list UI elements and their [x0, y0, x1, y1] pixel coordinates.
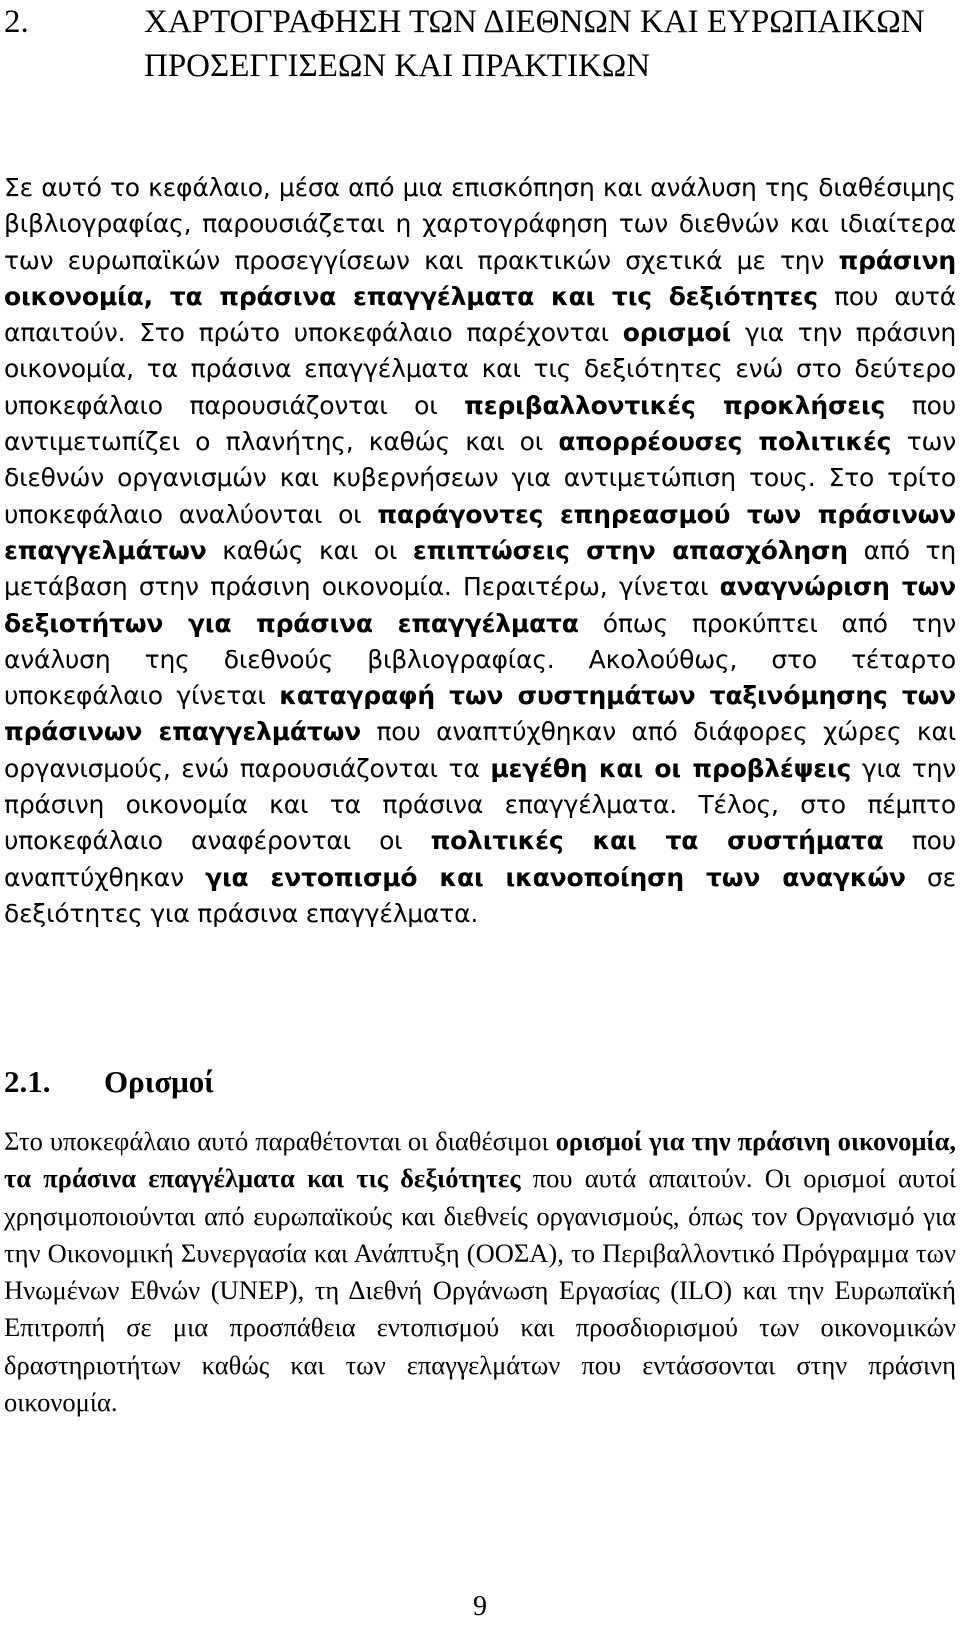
text-run: που αναπτύχθηκαν	[4, 826, 956, 892]
bold-term: καταγραφή των συστημάτων ταξινόμησης των πράσινων επαγγελμάτων	[4, 681, 956, 747]
text-run: Σε αυτό το κεφάλαιο, μέσα από μια επισκόπηση και ανάλυση της διαθέσιμης βιβλιογραφίας, παρουσιάζεται η χαρτογράφηση των διεθνών και ιδιαίτερα των ευρωπαϊκών προσεγγίσεων και πρακτικών σχετικά με την	[4, 173, 956, 275]
bold-term: πράσινη οικονομία, τα πράσινα επαγγέλματα και τις δεξιότητες	[4, 245, 956, 311]
text-run: που αντιμετωπίζει ο πλανήτης, καθώς και οι	[4, 390, 956, 457]
text-run: που αυτά απαιτούν. Στο πρώτο υποκεφάλαιο παρέχονται	[4, 281, 956, 348]
bold-term: μεγέθη και οι προβλέψεις	[490, 753, 852, 783]
section-title: Ορισμοί	[104, 1064, 214, 1099]
text-run: από τη μετάβαση στην πράσινη οικονομία. Περαιτέρω, γίνεται	[4, 535, 956, 602]
bold-term: πολιτικές και τα συστήματα	[430, 826, 884, 856]
text-run: των διεθνών οργανισμών και κυβερνήσεων για αντιμετώπιση τους. Στο τρίτο υποκεφάλαιο αναλύονται οι	[4, 427, 956, 529]
text-run: καθώς και οι	[206, 535, 413, 565]
bold-term: περιβαλλοντικές προκλήσεις	[464, 390, 886, 420]
text-run: που αναπτύχθηκαν από διάφορες χώρες και οργανισμούς, ενώ παρουσιάζονται τα	[4, 717, 956, 783]
bold-term: για εντοπισμό και ικανοποίηση των αναγκών	[205, 862, 906, 892]
bold-term: επιπτώσεις στην απασχόληση	[412, 535, 848, 565]
page-number: 9	[473, 1591, 487, 1622]
bold-term: ορισμοί για την πράσινη οικονομία, τα πράσινα επαγγέλματα και τις δεξιότητες	[4, 1126, 956, 1194]
text-run: Στο υποκεφάλαιο αυτό παραθέτονται οι διαθέσιμοι	[4, 1126, 556, 1156]
chapter-number: 2.	[4, 4, 29, 40]
section-paragraph	[4, 1123, 956, 1421]
intro-paragraph	[4, 170, 956, 932]
bold-term: παράγοντες επηρεασμού των πράσινων επαγγελμάτων	[4, 499, 956, 565]
chapter-title: ΧΑΡΤΟΓΡΑΦΗΣΗ ΤΩΝ ΔΙΕΘΝΩΝ ΚΑΙ ΕΥΡΩΠΑΙΚΩΝ ΠΡΟΣΕΓΓΙΣΕΩΝ ΚΑΙ ΠΡΑΚΤΙΚΩΝ	[144, 4, 925, 84]
bold-term: ορισμοί	[622, 318, 731, 348]
bold-term: αναγνώριση των δεξιοτήτων για πράσινα επαγγέλματα	[4, 572, 957, 638]
text-run: σε δεξιότητες για πράσινα επαγγέλματα.	[4, 862, 956, 928]
text-run: για την πράσινη οικονομία, τα πράσινα επαγγέλματα και τις δεξιότητες ενώ στο δεύτερο υποκεφάλαιο παρουσιάζονται οι	[4, 318, 956, 420]
text-run: όπως προκύπτει από την ανάλυση της διεθνούς βιβλιογραφίας. Ακολούθως, στο τέταρτο υποκεφάλαιο γίνεται	[4, 608, 956, 711]
bold-term: απορρέουσες πολιτικές	[558, 427, 892, 457]
text-run: για την πράσινη οικονομία και τα πράσινα επαγγέλματα. Τέλος, στο πέμπτο υποκεφάλαιο αναφέρονται οι	[4, 753, 956, 856]
text-run: που αυτά απαιτούν. Οι ορισμοί αυτοί χρησιμοποιούνται από ευρωπαϊκούς και διεθνείς οργανισμούς, όπως τον Οργανισμό για την Οικονομική Συνεργασία και Ανάπτυξη (ΟΟΣΑ), το Περιβαλλοντικό Πρόγραμμα των Ηνωμένων Εθνών (UNEP), τη Διεθνή Οργάνωση Εργασίας (ILO) και την Ευρωπαϊκή Επιτροπή σε μια προσπάθεια εντοπισμού και προσδιορισμού των οικονομικών δραστηριοτήτων καθώς και των επαγγελμάτων που εντάσσονται στην πράσινη οικονομία.	[4, 1163, 956, 1418]
section-number: 2.1.	[4, 1064, 51, 1099]
